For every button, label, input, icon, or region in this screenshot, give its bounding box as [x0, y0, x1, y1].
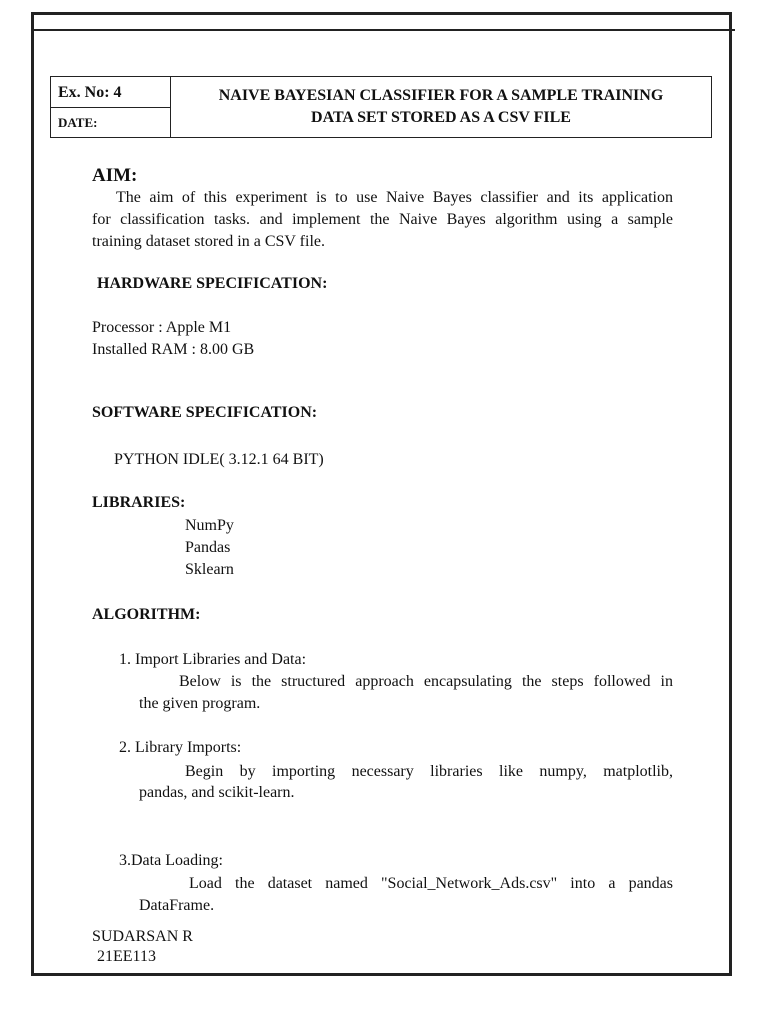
title-line-1: NAIVE BAYESIAN CLASSIFIER FOR A SAMPLE TRAINING — [218, 87, 664, 104]
hardware-heading: HARDWARE SPECIFICATION: — [97, 275, 328, 292]
step-1-line-1: Below is the structured approach encapsulating the steps followed in — [179, 673, 673, 690]
step-3-line-1: Load the dataset named "Social_Network_Ads.csv" into a pandas — [189, 875, 673, 892]
header-left-cell — [51, 77, 171, 137]
libraries-heading: LIBRARIES: — [92, 494, 186, 511]
software-value: PYTHON IDLE( 3.12.1 64 BIT) — [114, 451, 324, 468]
library-item: NumPy — [185, 517, 234, 534]
aim-heading: AIM: — [92, 165, 138, 186]
experiment-title — [171, 77, 711, 137]
software-heading: SOFTWARE SPECIFICATION: — [92, 404, 318, 421]
step-2-title: 2. Library Imports: — [119, 739, 242, 756]
step-1-title: 1. Import Libraries and Data: — [119, 651, 307, 668]
hardware-processor: Processor : Apple M1 — [92, 319, 232, 336]
top-rule — [31, 29, 735, 31]
library-item: Sklearn — [185, 561, 234, 578]
student-name: SUDARSAN R — [92, 928, 193, 945]
step-2-line-2: pandas, and scikit-learn. — [139, 784, 295, 801]
library-item: Pandas — [185, 539, 231, 556]
aim-line-2: for classification tasks. and implement the Naive Bayes algorithm using a sample — [92, 211, 673, 228]
step-3-title: 3.Data Loading: — [119, 852, 223, 869]
date-label: DATE: — [58, 115, 98, 130]
experiment-number: Ex. No: 4 — [51, 77, 170, 108]
experiment-header-table — [50, 76, 712, 138]
roll-number: 21EE113 — [97, 948, 156, 965]
step-2-line-1: Begin by importing necessary libraries like numpy, matplotlib, — [185, 763, 673, 780]
hardware-ram: Installed RAM : 8.00 GB — [92, 341, 255, 358]
step-1-line-2: the given program. — [139, 695, 261, 712]
aim-line-1: The aim of this experiment is to use Naive Bayes classifier and its application — [116, 189, 673, 206]
step-3-line-2: DataFrame. — [139, 897, 215, 914]
algorithm-heading: ALGORITHM: — [92, 606, 201, 623]
title-line-2: DATA SET STORED AS A CSV FILE — [311, 109, 571, 126]
aim-line-3: training dataset stored in a CSV file. — [92, 233, 325, 250]
